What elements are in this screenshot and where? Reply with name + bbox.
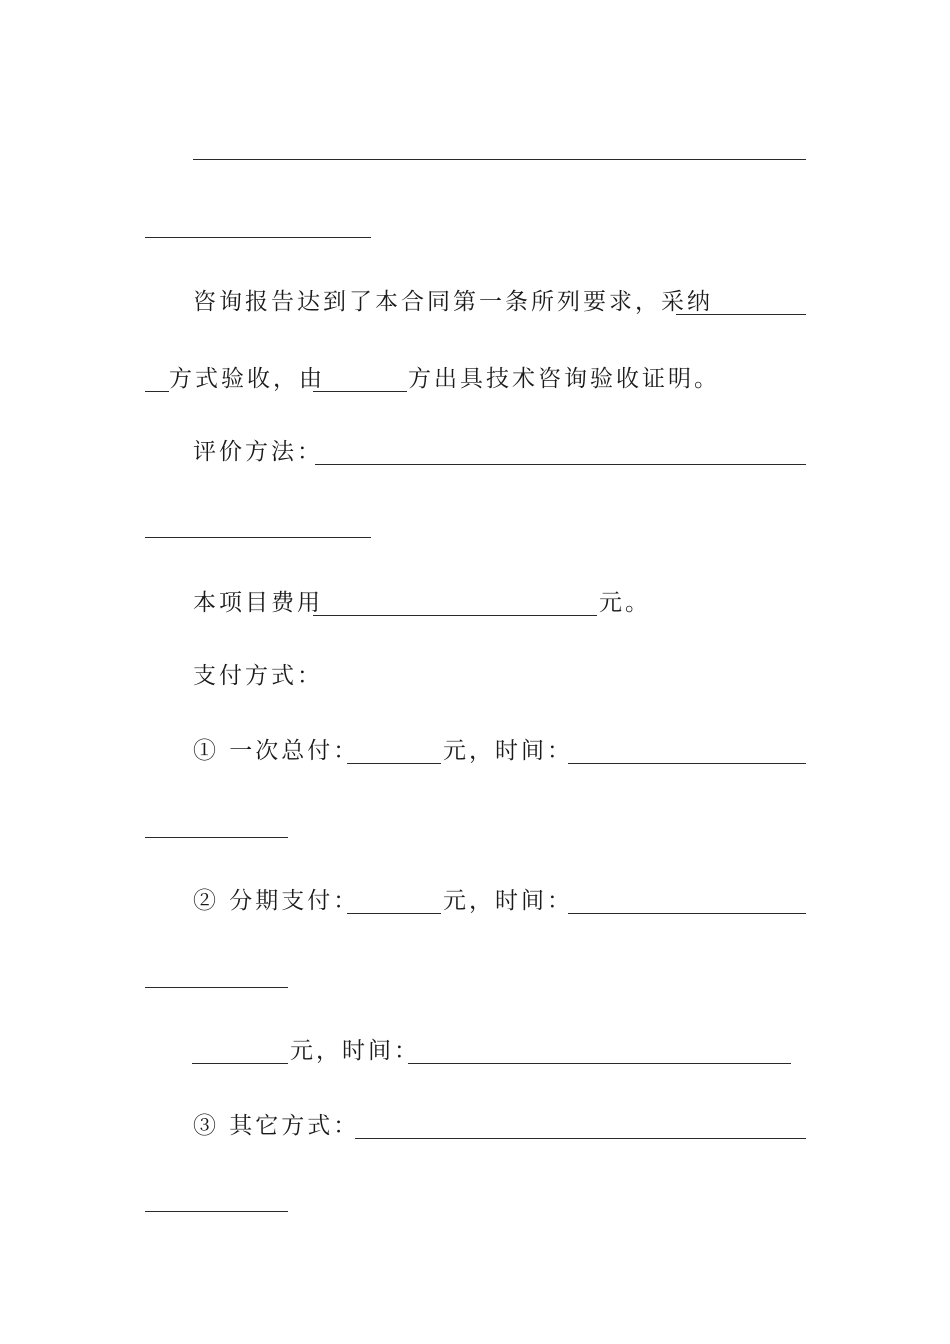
blank-line-continuation <box>0 206 950 246</box>
payment-method-row <box>0 657 950 697</box>
option-1-row <box>0 732 950 772</box>
blank-underline[interactable] <box>193 159 806 160</box>
option-2-continuation <box>0 956 950 996</box>
option-2-unit: 元，时间： <box>443 888 573 914</box>
acceptance-method-blank[interactable] <box>676 314 806 315</box>
option-2-label: ② 分期支付： <box>193 888 360 914</box>
project-fee-row <box>0 584 950 624</box>
option-1-unit: 元，时间： <box>443 738 573 764</box>
acceptance-party-blank[interactable] <box>313 391 407 392</box>
project-fee-blank[interactable] <box>313 615 597 616</box>
option-3-label: ③ 其它方式： <box>193 1113 360 1139</box>
option-1-time-blank[interactable] <box>568 763 806 764</box>
acceptance-continuation <box>0 360 950 400</box>
option-1-continuation <box>0 806 950 846</box>
option-1-amount-blank[interactable] <box>347 763 441 764</box>
option-2-next-installment <box>0 1032 950 1072</box>
acceptance-method-blank-cont[interactable] <box>145 391 169 392</box>
option-3-blank-cont[interactable] <box>145 1211 288 1212</box>
option-3-row <box>0 1107 950 1147</box>
option-2-time-blank[interactable] <box>568 913 806 914</box>
installment-unit: 元，时间： <box>290 1038 420 1064</box>
acceptance-after-text: 方出具技术咨询验收证明。 <box>408 366 720 392</box>
option-1-label: ① 一次总付： <box>193 738 360 764</box>
blank-line-row <box>0 128 950 168</box>
project-fee-label: 本项目费用 <box>193 590 323 616</box>
option-1-time-blank-cont[interactable] <box>145 837 288 838</box>
option-3-blank[interactable] <box>355 1138 806 1139</box>
evaluation-blank-cont[interactable] <box>145 537 371 538</box>
evaluation-blank[interactable] <box>315 464 806 465</box>
option-2-time-blank-cont[interactable] <box>145 987 288 988</box>
acceptance-text: 咨询报告达到了本合同第一条所列要求，采纳 <box>193 289 713 315</box>
evaluation-continuation <box>0 506 950 546</box>
installment-amount-blank[interactable] <box>192 1063 288 1064</box>
payment-method-label: 支付方式： <box>193 663 323 689</box>
installment-time-blank[interactable] <box>408 1063 791 1064</box>
blank-underline[interactable] <box>145 237 371 238</box>
acceptance-middle-text: 方式验收，由 <box>169 366 325 392</box>
option-2-row <box>0 882 950 922</box>
acceptance-paragraph <box>0 283 950 323</box>
option-2-amount-blank[interactable] <box>347 913 441 914</box>
project-fee-unit: 元。 <box>599 590 651 616</box>
evaluation-method-row <box>0 433 950 473</box>
evaluation-label: 评价方法： <box>193 439 323 465</box>
option-3-continuation <box>0 1180 950 1220</box>
